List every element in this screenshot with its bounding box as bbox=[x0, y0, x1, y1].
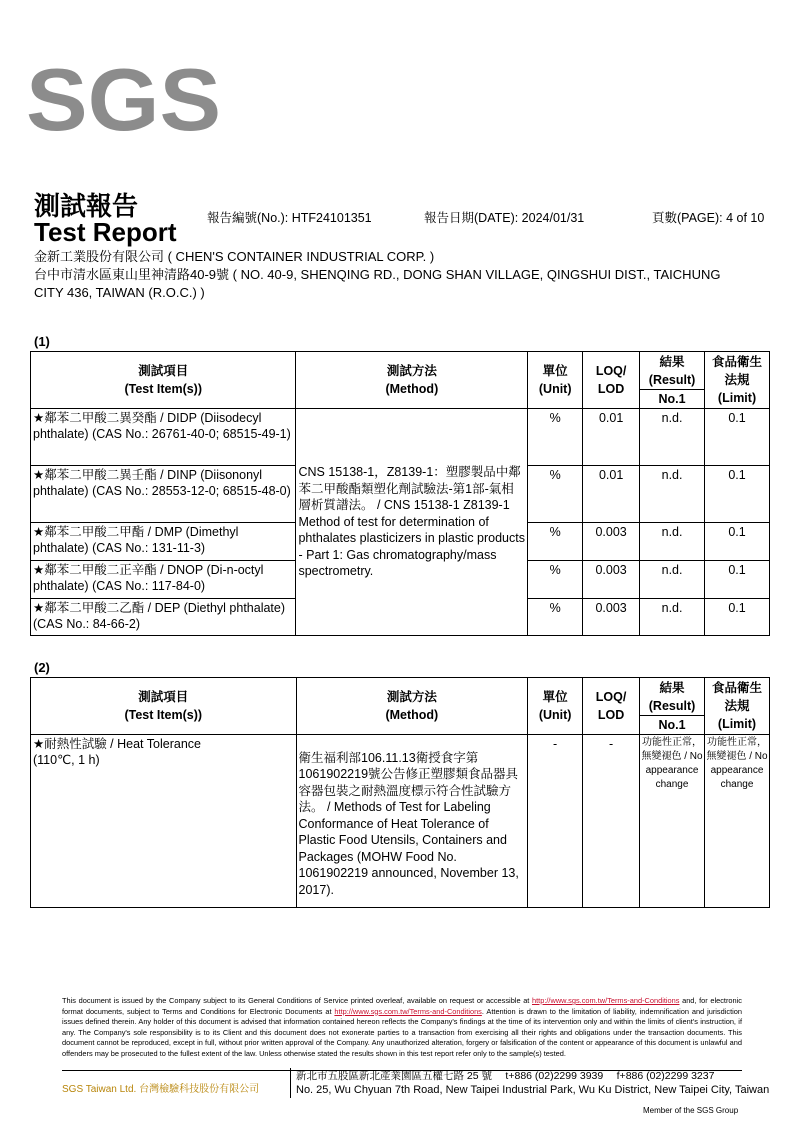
header-limit: 食品衛生 法規 (Limit) bbox=[705, 678, 770, 735]
electronic-terms-link[interactable]: http://www.sgs.com.tw/Terms-and-Conditions bbox=[334, 1006, 482, 1016]
unit-cell: % bbox=[528, 561, 583, 599]
table-row bbox=[31, 409, 770, 466]
loq-cell: 0.003 bbox=[583, 561, 640, 599]
report-title-en: Test Report bbox=[34, 217, 177, 247]
page-number: 頁數(PAGE): 4 of 10 bbox=[652, 211, 765, 225]
result-cell: n.d. bbox=[640, 409, 705, 466]
test-method: 衛生福利部106.11.13衛授食字第1061902219號公告修正塑膠類食品器具容器包裝之耐熱溫度標示符合性試驗方法。 / Methods of Test for Labeling Conformance of Heat Tolerance of Plastic Food Utensils, Containers and Packages (MOHW Food No. 1061902219 announced, November 13, 2017). bbox=[296, 735, 528, 908]
report-title-zh: 測試報告 bbox=[34, 191, 139, 221]
test-item: ★鄰苯二甲酸二甲酯 / DMP (Dimethyl phthalate) (CAS No.: 131-11-3) bbox=[31, 523, 296, 561]
loq-cell: 0.003 bbox=[583, 599, 640, 636]
result-cell: 功能性正常，無變褪色 / No appearance change bbox=[640, 735, 705, 908]
limit-cell: 0.1 bbox=[705, 523, 770, 561]
header-result: 結果 (Result) bbox=[640, 352, 705, 390]
header-result-no1: No.1 bbox=[640, 716, 705, 735]
footer-address-zh: 新北市五股區新北產業園區五權七路 25 號 t+886 (02)2299 3939 f+886 (02)2299 3237 bbox=[296, 1070, 715, 1082]
loq-cell: 0.01 bbox=[583, 409, 640, 466]
results-table-2 bbox=[30, 677, 770, 908]
test-item: ★鄰苯二甲酸二異癸酯 / DIDP (Diisodecyl phthalate) (CAS No.: 26761-40-0; 68515-49-1) bbox=[31, 409, 296, 466]
company-address-line2: CITY 436, TAIWAN (R.O.C.) ) bbox=[34, 285, 205, 300]
report-number: 報告編號(No.): HTF24101351 bbox=[207, 211, 372, 225]
footer-vertical-divider bbox=[290, 1068, 291, 1098]
company-name: 金新工業股份有限公司 ( CHEN'S CONTAINER INDUSTRIAL CORP. ) bbox=[34, 249, 435, 264]
limit-cell: 0.1 bbox=[705, 599, 770, 636]
sgs-logo: SGS bbox=[26, 50, 222, 149]
limit-cell: 0.1 bbox=[705, 466, 770, 523]
member-of-sgs-group: Member of the SGS Group bbox=[643, 1106, 739, 1115]
sgs-taiwan-name: SGS Taiwan Ltd. 台灣檢驗科技股份有限公司 bbox=[62, 1084, 260, 1095]
test-item: ★耐熱性試驗 / Heat Tolerance (110℃, 1 h) bbox=[31, 735, 297, 908]
header-method: 測試方法 (Method) bbox=[296, 678, 528, 735]
footer-disclaimer: This document is issued by the Company subject to its General Conditions of Service printed overleaf, available on request or accessible at http://www.sgs.com.tw/Terms-and-Conditions and, for electronic format documents, subject to Terms and Conditions for Electronic Documents at http://www.sgs.com.tw/Terms-and-Conditions. Attention is drawn to the limitation of liability, indemnification and jurisdiction issues defined therein. Any holder of this document is advised that information contained hereon reflects the Company's findings at the time of its intervention only and within the limits of client's instruction, if any. The Company's sole responsibility is to its Client and this document does not exonerate parties to a transaction from exercising all their rights and obligations under the transaction documents. This document cannot be reproduced, except in full, without prior written approval of the Company. Any unauthorized alteration, forgery or falsification of the content or appearance of this document is unlawful and offenders may be prosecuted to the fullest extent of the law. Unless otherwise stated the results shown in this test report refer only to the sample(s) tested. bbox=[62, 996, 742, 1058]
limit-cell: 功能性正常，無變褪色 / No appearance change bbox=[705, 735, 770, 908]
test-method: CNS 15138-1，Z8139-1：塑膠製品中鄰苯二甲酸酯類塑化劑試驗法-第1部-氣相層析質譜法。 / CNS 15138-1 Z8139-1 Method of test for determination of phthalates plasticizers in plastic products - Part 1: Gas chromatography/mass spectrometry. bbox=[296, 409, 528, 636]
result-cell: n.d. bbox=[640, 599, 705, 636]
unit-cell: % bbox=[528, 466, 583, 523]
limit-cell: 0.1 bbox=[705, 409, 770, 466]
terms-link[interactable]: http://www.sgs.com.tw/Terms-and-Conditions bbox=[532, 996, 680, 1005]
test-item: ★鄰苯二甲酸二正辛酯 / DNOP (Di-n-octyl phthalate) (CAS No.: 117-84-0) bbox=[31, 561, 296, 599]
header-loq-lod: LOQ/ LOD bbox=[583, 678, 640, 735]
result-cell: n.d. bbox=[640, 561, 705, 599]
section-2-label: (2) bbox=[34, 660, 50, 675]
header-result-no1: No.1 bbox=[640, 390, 705, 409]
header-test-item: 測試項目 (Test Item(s)) bbox=[31, 678, 297, 735]
loq-cell: - bbox=[583, 735, 640, 908]
footer-address-en: No. 25, Wu Chyuan 7th Road, New Taipei Industrial Park, Wu Ku District, New Taipei City, Taiwan bbox=[296, 1084, 770, 1096]
header-unit: 單位 (Unit) bbox=[528, 678, 583, 735]
table-row bbox=[31, 735, 770, 908]
header-test-item: 測試項目 (Test Item(s)) bbox=[31, 352, 296, 409]
results-table-1 bbox=[30, 351, 770, 636]
test-item: ★鄰苯二甲酸二異壬酯 / DINP (Diisononyl phthalate) (CAS No.: 28553-12-0; 68515-48-0) bbox=[31, 466, 296, 523]
unit-cell: % bbox=[528, 409, 583, 466]
company-address-line1: 台中市清水區東山里神清路40-9號 ( NO. 40-9, SHENQING RD., DONG SHAN VILLAGE, QINGSHUI DIST., TAICHUNG bbox=[34, 267, 721, 282]
loq-cell: 0.01 bbox=[583, 466, 640, 523]
report-date: 報告日期(DATE): 2024/01/31 bbox=[424, 211, 585, 225]
header-loq-lod: LOQ/ LOD bbox=[583, 352, 640, 409]
unit-cell: % bbox=[528, 523, 583, 561]
header-limit: 食品衛生 法規 (Limit) bbox=[705, 352, 770, 409]
loq-cell: 0.003 bbox=[583, 523, 640, 561]
unit-cell: - bbox=[528, 735, 583, 908]
limit-cell: 0.1 bbox=[705, 561, 770, 599]
header-result: 結果 (Result) bbox=[640, 678, 705, 716]
section-1-label: (1) bbox=[34, 334, 50, 349]
result-cell: n.d. bbox=[640, 466, 705, 523]
header-unit: 單位 (Unit) bbox=[528, 352, 583, 409]
result-cell: n.d. bbox=[640, 523, 705, 561]
header-method: 測試方法 (Method) bbox=[296, 352, 528, 409]
unit-cell: % bbox=[528, 599, 583, 636]
test-item: ★鄰苯二甲酸二乙酯 / DEP (Diethyl phthalate) (CAS No.: 84-66-2) bbox=[31, 599, 296, 636]
